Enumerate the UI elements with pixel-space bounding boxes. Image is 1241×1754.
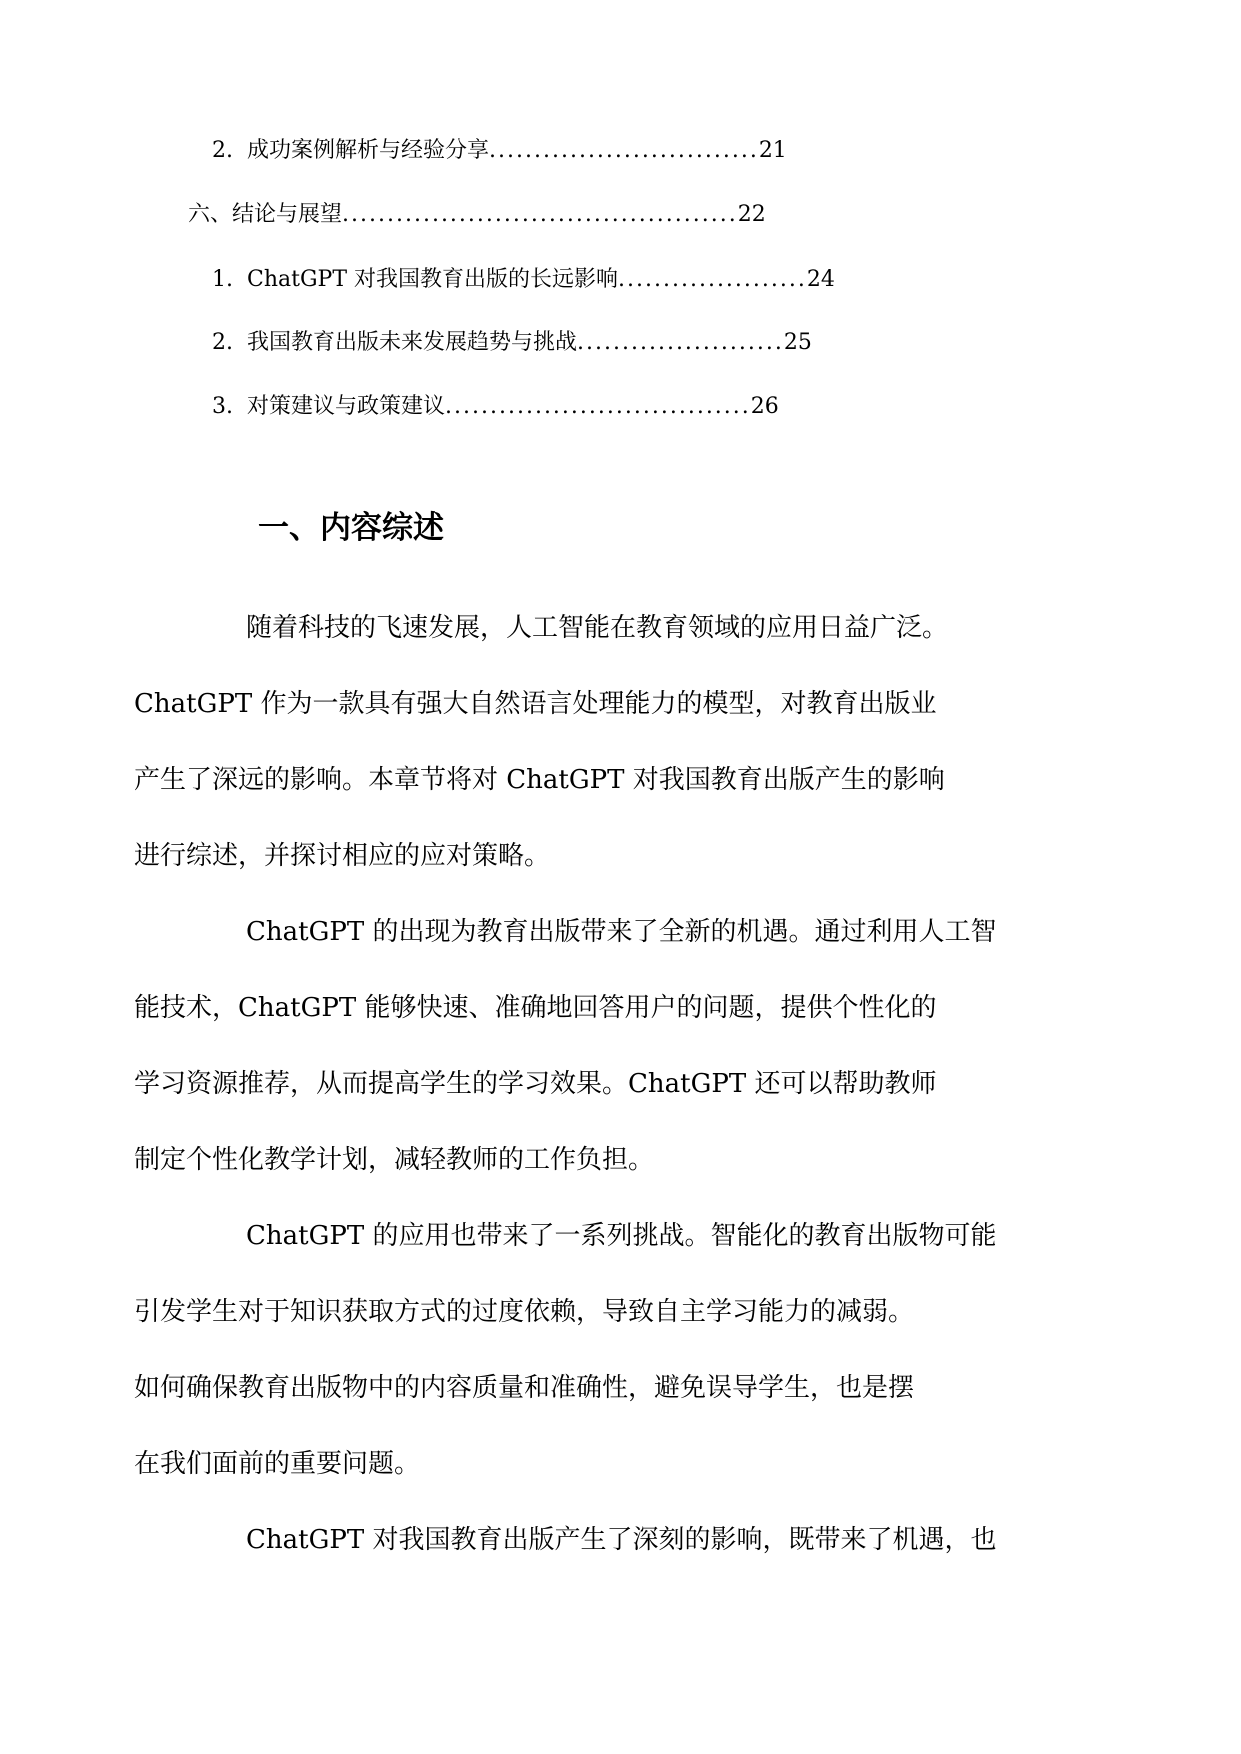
toc-entry-leader: ..................... [618,267,807,292]
paragraph [134,894,1070,1198]
text-line: 在我们面前的重要问题。 [134,1449,421,1479]
toc-entry-title: 对策建议与政策建议 [247,394,446,419]
toc-entry-page: 21 [758,138,787,163]
text-line: 产生了深远的影响。本章节将对 ChatGPT 对我国教育出版产生的影响 [134,765,945,795]
toc-entry-page: 22 [737,202,766,227]
toc-entry[interactable] [212,392,779,422]
text-line: 制定个性化教学计划，减轻教师的工作负担。 [134,1145,655,1175]
paragraph [134,590,1070,894]
toc-entry-title: ChatGPT 对我国教育出版的长远影响 [247,267,619,292]
text-line: 进行综述，并探讨相应的应对策略。 [134,841,551,871]
body-text [134,590,1070,1578]
toc-entry-number: 3. [212,394,233,419]
text-line: 能技术，ChatGPT 能够快速、准确地回答用户的问题，提供个性化的 [134,993,937,1023]
paragraph [134,1198,1070,1502]
text-line: 学习资源推荐，从而提高学生的学习效果。ChatGPT 还可以帮助教师 [134,1069,937,1099]
toc-entry-page: 26 [750,394,779,419]
text-line: 引发学生对于知识获取方式的过度依赖，导致自主学习能力的减弱。 [134,1297,915,1327]
section-heading: 一、内容综述 [258,510,444,546]
toc-entry-leader: .............................. [489,138,759,163]
text-line: 随着科技的飞速发展，人工智能在教育领域的应用日益广泛。 [246,613,949,643]
toc-entry-title: 六、结论与展望 [188,202,343,227]
toc-entry[interactable] [188,200,766,230]
toc-entry-number: 2. [212,330,233,355]
toc-entry-page: 25 [783,330,812,355]
text-line: ChatGPT 作为一款具有强大自然语言处理能力的模型，对教育出版业 [134,689,937,719]
toc-entry-leader: ............................................ [342,202,738,227]
text-line: ChatGPT 对我国教育出版产生了深刻的影响，既带来了机遇，也 [246,1525,997,1555]
text-line: ChatGPT 的出现为教育出版带来了全新的机遇。通过利用人工智 [246,917,997,947]
toc-entry-title: 我国教育出版未来发展趋势与挑战 [247,330,578,355]
toc-entry-number: 2. [212,138,233,163]
toc-entry-leader: ....................... [577,330,784,355]
toc-entry-leader: .................................. [445,394,751,419]
text-line: ChatGPT 的应用也带来了一系列挑战。智能化的教育出版物可能 [246,1221,997,1251]
toc-entry-number: 1. [212,267,233,292]
toc-entry[interactable] [212,136,787,166]
toc-entry-page: 24 [806,267,835,292]
text-line: 如何确保教育出版物中的内容质量和准确性，避免误导学生，也是摆 [134,1373,915,1403]
toc-entry-title: 成功案例解析与经验分享 [247,138,490,163]
toc-entry[interactable] [212,328,812,358]
toc-entry[interactable] [212,265,835,295]
paragraph [190,1502,1070,1578]
